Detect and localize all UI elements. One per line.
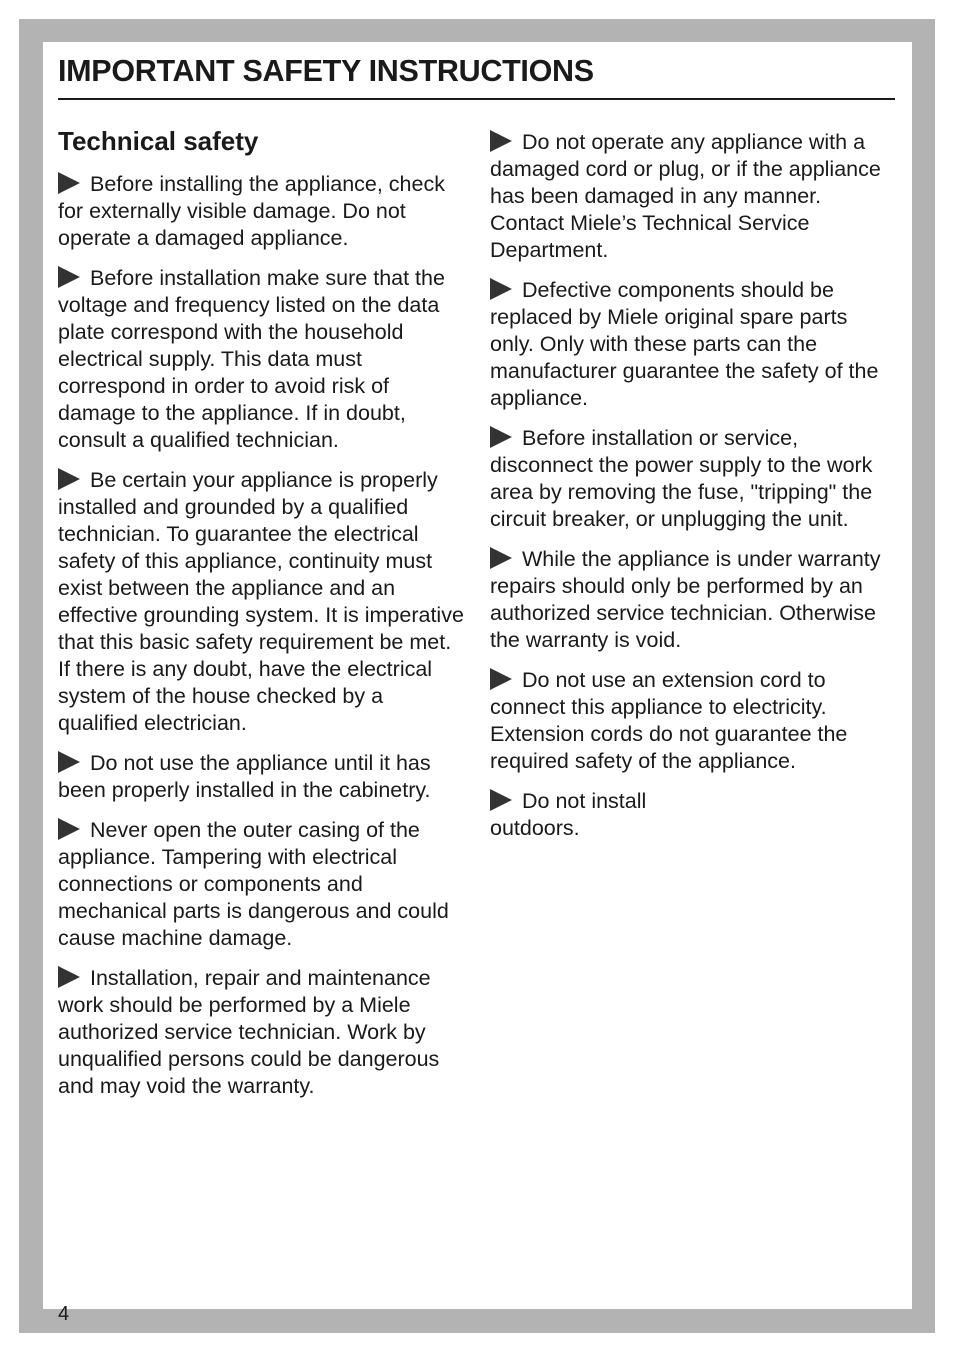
instruction-item — [58, 817, 468, 952]
page-number: 4 — [58, 1303, 70, 1325]
instruction-item — [490, 546, 895, 654]
triangle-right-icon — [490, 130, 512, 152]
triangle-right-icon — [58, 818, 80, 840]
instruction-text: Before installing the appliance, check for externally visible damage. Do not operate a damaged appliance. — [58, 172, 445, 250]
triangle-right-icon — [58, 751, 80, 773]
instruction-text: Do not operate any appliance with a damaged cord or plug, or if the appliance has been damaged in any manner. Contact Miele’s Technical Service Department. — [490, 130, 881, 262]
triangle-right-icon — [490, 789, 512, 811]
instruction-text: Do not use the appliance until it has been properly installed in the cabinetry. — [58, 751, 431, 802]
instruction-item — [58, 467, 468, 737]
instruction-text: Installation, repair and maintenance work should be performed by a Miele authorized service technician. Work by unqualified persons could be dangerous and may void the warranty. — [58, 966, 440, 1098]
triangle-right-icon — [490, 426, 512, 448]
instruction-text: Before installation or service, disconnect the power supply to the work area by removing the fuse, "tripping" the circuit breaker, or unplugging the unit. — [490, 426, 873, 531]
instruction-text: While the appliance is under warranty repairs should only be performed by an authorized service technician. Otherwise the warranty is void. — [490, 547, 881, 652]
instruction-text: Before installation make sure that the voltage and frequency listed on the data plate correspond with the household electrical supply. This data must correspond in order to avoid risk of damage to the appliance. If in doubt, consult a qualified technician. — [58, 266, 445, 452]
instruction-item — [490, 129, 895, 264]
instruction-item — [58, 965, 468, 1100]
page-title: IMPORTANT SAFETY INSTRUCTIONS — [58, 54, 594, 88]
triangle-right-icon — [58, 172, 80, 194]
triangle-right-icon — [58, 468, 80, 490]
instruction-text: Do not install outdoors. — [490, 789, 647, 840]
instruction-item — [58, 750, 468, 804]
triangle-right-icon — [490, 668, 512, 690]
triangle-right-icon — [58, 966, 80, 988]
triangle-right-icon — [58, 266, 80, 288]
instruction-item — [490, 425, 895, 533]
section-title: Technical safety — [58, 126, 259, 156]
left-column — [58, 124, 468, 1113]
instruction-text: Never open the outer casing of the appliance. Tampering with electrical connections or components and mechanical parts is dangerous and could cause machine damage. — [58, 818, 449, 950]
instruction-item — [490, 667, 895, 775]
instruction-item — [58, 265, 468, 454]
instruction-item — [490, 788, 665, 842]
instruction-text: Do not use an extension cord to connect this appliance to electricity. Extension cords do not guarantee the required safety of the appliance. — [490, 668, 848, 773]
triangle-right-icon — [490, 278, 512, 300]
right-column — [490, 129, 895, 855]
instruction-item — [490, 277, 895, 412]
triangle-right-icon — [490, 547, 512, 569]
title-divider — [58, 98, 895, 100]
instruction-text: Be certain your appliance is properly installed and grounded by a qualified technician. To guarantee the electrical safety of this appliance, continuity must exist between the appliance and an effective grounding system. It is imperative that this basic safety requirement be met. If there is any doubt, have the electrical system of the house checked by a qualified electrician. — [58, 468, 464, 735]
instruction-item — [58, 171, 468, 252]
instruction-text: Defective components should be replaced by Miele original spare parts only. Only with these parts can the manufacturer guarantee the safety of the appliance. — [490, 278, 879, 410]
